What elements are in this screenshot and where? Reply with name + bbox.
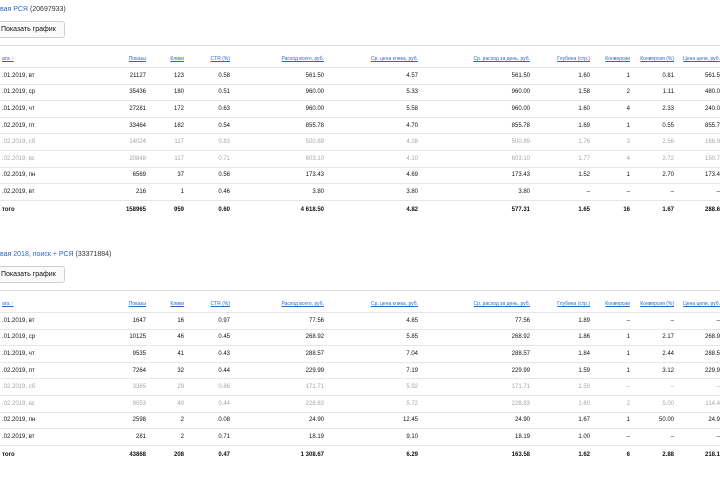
column-header-sort-link[interactable]: Конверсии bbox=[605, 301, 630, 307]
table-cell: 2 bbox=[592, 395, 632, 412]
table-cell: 0.55 bbox=[632, 117, 676, 134]
table-cell: 2.56 bbox=[632, 134, 676, 151]
table-cell: 123 bbox=[148, 68, 186, 85]
table-cell: 7.04 bbox=[326, 346, 420, 363]
table-cell: 5.92 bbox=[326, 379, 420, 396]
table-cell: 1 bbox=[592, 117, 632, 134]
table-cell: 46 bbox=[148, 329, 186, 346]
table-cell: 240.0 bbox=[676, 101, 720, 118]
table-cell: 216 bbox=[82, 184, 148, 201]
table-cell: – bbox=[532, 184, 592, 201]
column-header-sort-link[interactable]: Расход всего, руб. bbox=[281, 301, 324, 307]
table-cell: 0.81 bbox=[632, 68, 676, 85]
table-cell: 2.17 bbox=[632, 329, 676, 346]
table-cell: 173.43 bbox=[232, 167, 326, 184]
table-cell: 2.72 bbox=[632, 150, 676, 167]
table-cell: 1.00 bbox=[532, 429, 592, 446]
table-cell: 2 bbox=[148, 429, 186, 446]
table-cell: 3.12 bbox=[632, 362, 676, 379]
table-cell: 24.90 bbox=[232, 412, 326, 429]
column-header-sort-link[interactable]: Конверсия (%) bbox=[640, 56, 674, 62]
table-cell: – bbox=[632, 313, 676, 330]
table-cell: 0.56 bbox=[186, 167, 232, 184]
table-cell: 1.50 bbox=[532, 379, 592, 396]
total-cell: 4 618.50 bbox=[232, 200, 326, 219]
table-cell: 1.60 bbox=[532, 101, 592, 118]
table-row bbox=[0, 150, 720, 167]
table-cell: 77.56 bbox=[420, 313, 532, 330]
table-cell: 500.89 bbox=[420, 134, 532, 151]
table-cell: 2.70 bbox=[632, 167, 676, 184]
table-cell: 0.71 bbox=[186, 429, 232, 446]
table-cell: 0.44 bbox=[186, 362, 232, 379]
table-cell: 2.33 bbox=[632, 101, 676, 118]
date-cell: .02.2019, пн bbox=[0, 412, 82, 429]
column-header-sort-link[interactable]: Цена цели, руб. bbox=[683, 56, 720, 62]
date-cell: .02.2019, вт bbox=[0, 184, 82, 201]
column-header-sort-link[interactable]: Показы bbox=[128, 301, 146, 307]
column-header-sort-link[interactable]: ата ↑ bbox=[2, 301, 14, 307]
table-cell: 1 bbox=[592, 412, 632, 429]
total-cell: 1.67 bbox=[632, 200, 676, 219]
column-header-sort-link[interactable]: Клики bbox=[170, 56, 184, 62]
total-cell: 577.31 bbox=[420, 200, 532, 219]
date-cell: .01.2019, вт bbox=[0, 313, 82, 330]
table-cell: 4.10 bbox=[326, 150, 420, 167]
table-cell: 1647 bbox=[82, 313, 148, 330]
table-cell: 288.5 bbox=[676, 346, 720, 363]
table-cell: 6569 bbox=[82, 167, 148, 184]
table-cell: 3.80 bbox=[326, 184, 420, 201]
table-cell: 960.00 bbox=[420, 101, 532, 118]
table-cell: 5.00 bbox=[632, 395, 676, 412]
total-cell: 6.29 bbox=[326, 445, 420, 464]
table-cell: 268.9 bbox=[676, 329, 720, 346]
table-cell: 960.00 bbox=[232, 101, 326, 118]
table-cell: 0.54 bbox=[186, 117, 232, 134]
table-cell: 288.57 bbox=[420, 346, 532, 363]
date-cell: .02.2019, сб bbox=[0, 379, 82, 396]
table-cell: 172 bbox=[148, 101, 186, 118]
table-cell: 5.85 bbox=[326, 329, 420, 346]
table-cell: 1.76 bbox=[532, 134, 592, 151]
total-cell: 4.82 bbox=[326, 200, 420, 219]
table-cell: – bbox=[632, 379, 676, 396]
table-cell: 228.83 bbox=[232, 395, 326, 412]
column-header-sort-link[interactable]: Ср. расход за день, руб. bbox=[473, 301, 530, 307]
table-cell: 18.19 bbox=[420, 429, 532, 446]
column-header-sort-link[interactable]: ата ↑ bbox=[2, 56, 14, 62]
table-cell: 35436 bbox=[82, 84, 148, 101]
table-row bbox=[0, 117, 720, 134]
table-cell: 960.00 bbox=[420, 84, 532, 101]
table-cell: 0.51 bbox=[186, 84, 232, 101]
table-cell: 4.69 bbox=[326, 167, 420, 184]
date-cell: .01.2019, ср bbox=[0, 84, 82, 101]
table-divider bbox=[0, 45, 720, 46]
table-cell: 603.10 bbox=[420, 150, 532, 167]
total-label: того bbox=[0, 200, 82, 219]
table-cell: 0.63 bbox=[186, 101, 232, 118]
table-cell: 2 bbox=[592, 84, 632, 101]
table-cell: 960.00 bbox=[232, 84, 326, 101]
table-cell: 114.4 bbox=[676, 395, 720, 412]
column-header-sort-link[interactable]: CTR (%) bbox=[210, 56, 230, 62]
table-row bbox=[0, 429, 720, 446]
table-cell: 117 bbox=[148, 134, 186, 151]
table-cell: 27281 bbox=[82, 101, 148, 118]
column-header-sort-link[interactable]: Показы bbox=[128, 56, 146, 62]
campaign-id: (33371884) bbox=[75, 251, 112, 258]
table-cell: 29 bbox=[148, 379, 186, 396]
table-cell: 1.89 bbox=[532, 313, 592, 330]
table-cell: – bbox=[592, 313, 632, 330]
column-header-sort-link[interactable]: Ср. цена клика, руб. bbox=[370, 56, 418, 62]
table-cell: 0.83 bbox=[186, 134, 232, 151]
table-cell: 3.80 bbox=[232, 184, 326, 201]
table-cell: 32 bbox=[148, 362, 186, 379]
table-cell: 0.58 bbox=[186, 68, 232, 85]
table-cell: 229.99 bbox=[232, 362, 326, 379]
table-cell: – bbox=[676, 379, 720, 396]
table-cell: 18.19 bbox=[232, 429, 326, 446]
table-cell: 1.58 bbox=[532, 84, 592, 101]
date-cell: .02.2019, вс bbox=[0, 395, 82, 412]
date-cell: .01.2019, чт bbox=[0, 346, 82, 363]
table-cell: 37 bbox=[148, 167, 186, 184]
table-cell: 5.72 bbox=[326, 395, 420, 412]
table-cell: 24.9 bbox=[676, 412, 720, 429]
show-chart-button[interactable]: Показать график bbox=[0, 21, 65, 38]
table-cell: 182 bbox=[148, 117, 186, 134]
table-cell: 173.43 bbox=[420, 167, 532, 184]
table-cell: 2598 bbox=[82, 412, 148, 429]
table-cell: 5.58 bbox=[326, 101, 420, 118]
table-cell: 1.86 bbox=[532, 329, 592, 346]
column-header-sort-link[interactable]: Конверсия (%) bbox=[640, 301, 674, 307]
total-cell: 1 308.67 bbox=[232, 445, 326, 464]
table-divider bbox=[0, 290, 720, 291]
table-cell: 1.52 bbox=[532, 167, 592, 184]
table-cell: 180 bbox=[148, 84, 186, 101]
table-cell: 0.86 bbox=[186, 379, 232, 396]
table-cell: 1.60 bbox=[532, 68, 592, 85]
table-cell: 1 bbox=[148, 184, 186, 201]
table-cell: 1 bbox=[592, 329, 632, 346]
table-cell: 268.92 bbox=[420, 329, 532, 346]
table-cell: 12.45 bbox=[326, 412, 420, 429]
table-cell: 288.57 bbox=[232, 346, 326, 363]
table-cell: 150.7 bbox=[676, 150, 720, 167]
column-header-sort-link[interactable]: Ср. расход за день, руб. bbox=[473, 56, 530, 62]
table-cell: – bbox=[676, 184, 720, 201]
total-cell: 218.1 bbox=[676, 445, 720, 464]
table-cell: 7.19 bbox=[326, 362, 420, 379]
date-cell: .02.2019, пт bbox=[0, 117, 82, 134]
table-cell: 4 bbox=[592, 101, 632, 118]
table-cell: 171.71 bbox=[232, 379, 326, 396]
table-row bbox=[0, 379, 720, 396]
table-row bbox=[0, 346, 720, 363]
date-cell: .01.2019, вт bbox=[0, 68, 82, 85]
table-cell: 0.71 bbox=[186, 150, 232, 167]
table-cell: 561.5 bbox=[676, 68, 720, 85]
date-cell: .02.2019, сб bbox=[0, 134, 82, 151]
table-cell: 561.50 bbox=[420, 68, 532, 85]
total-cell: 0.47 bbox=[186, 445, 232, 464]
total-cell: 16 bbox=[592, 200, 632, 219]
table-cell: 1 bbox=[592, 346, 632, 363]
table-cell: 0.45 bbox=[186, 329, 232, 346]
table-cell: 229.9 bbox=[676, 362, 720, 379]
table-cell: 9053 bbox=[82, 395, 148, 412]
table-cell: 229.99 bbox=[420, 362, 532, 379]
table-row bbox=[0, 84, 720, 101]
date-cell: .01.2019, чт bbox=[0, 101, 82, 118]
table-row bbox=[0, 412, 720, 429]
column-header-sort-link[interactable]: Расход всего, руб. bbox=[281, 56, 324, 62]
date-cell: .02.2019, пн bbox=[0, 167, 82, 184]
table-row bbox=[0, 329, 720, 346]
table-row bbox=[0, 68, 720, 85]
table-cell: 9535 bbox=[82, 346, 148, 363]
table-cell: 7264 bbox=[82, 362, 148, 379]
total-cell: 288.6 bbox=[676, 200, 720, 219]
column-header-sort-link[interactable]: Конверсии bbox=[605, 56, 630, 62]
table-cell: 24.90 bbox=[420, 412, 532, 429]
table-cell: 480.0 bbox=[676, 84, 720, 101]
column-header-sort-link[interactable]: Цена цели, руб. bbox=[683, 301, 720, 307]
table-cell: 4.70 bbox=[326, 117, 420, 134]
table-cell: 5.33 bbox=[326, 84, 420, 101]
table-cell: 1.69 bbox=[532, 117, 592, 134]
table-cell: 173.4 bbox=[676, 167, 720, 184]
table-row bbox=[0, 134, 720, 151]
table-cell: 228.83 bbox=[420, 395, 532, 412]
date-cell: .02.2019, вт bbox=[0, 429, 82, 446]
total-cell: 208 bbox=[148, 445, 186, 464]
total-cell: 1.65 bbox=[532, 200, 592, 219]
date-cell: .01.2019, ср bbox=[0, 329, 82, 346]
table-cell: 0.08 bbox=[186, 412, 232, 429]
table-cell: – bbox=[592, 184, 632, 201]
table-cell: 9.10 bbox=[326, 429, 420, 446]
column-header-sort-link[interactable]: Ср. цена клика, руб. bbox=[370, 301, 418, 307]
total-cell: 43868 bbox=[82, 445, 148, 464]
table-cell: 1.84 bbox=[532, 346, 592, 363]
date-cell: .02.2019, пт bbox=[0, 362, 82, 379]
table-cell: – bbox=[676, 313, 720, 330]
table-cell: 1.67 bbox=[532, 412, 592, 429]
table-cell: 117 bbox=[148, 150, 186, 167]
table-cell: – bbox=[592, 379, 632, 396]
table-cell: – bbox=[676, 429, 720, 446]
table-cell: 1 bbox=[592, 68, 632, 85]
table-cell: 603.10 bbox=[232, 150, 326, 167]
table-cell: – bbox=[632, 184, 676, 201]
total-cell: 158965 bbox=[82, 200, 148, 219]
table-cell: 3 bbox=[592, 134, 632, 151]
total-cell: 959 bbox=[148, 200, 186, 219]
campaign-name-link[interactable]: вая РСЯ bbox=[0, 6, 28, 13]
total-row bbox=[0, 445, 720, 464]
table-cell: 1 bbox=[592, 362, 632, 379]
table-cell: 0.44 bbox=[186, 395, 232, 412]
table-row bbox=[0, 184, 720, 201]
table-row bbox=[0, 313, 720, 330]
campaign-id: (20697933) bbox=[29, 6, 66, 13]
total-row bbox=[0, 200, 720, 219]
table-cell: 0.97 bbox=[186, 313, 232, 330]
table-cell: 40 bbox=[148, 395, 186, 412]
table-cell: 3365 bbox=[82, 379, 148, 396]
column-header-sort-link[interactable]: Глубина (стр.) bbox=[557, 301, 590, 307]
column-header-sort-link[interactable]: Глубина (стр.) bbox=[557, 56, 590, 62]
table-cell: 0.43 bbox=[186, 346, 232, 363]
table-cell: 41 bbox=[148, 346, 186, 363]
table-cell: 20848 bbox=[82, 150, 148, 167]
table-cell: 855.7 bbox=[676, 117, 720, 134]
table-header-row bbox=[0, 296, 720, 313]
table-cell: 855.78 bbox=[232, 117, 326, 134]
table-cell: 171.71 bbox=[420, 379, 532, 396]
table-cell: 268.92 bbox=[232, 329, 326, 346]
total-cell: 1.62 bbox=[532, 445, 592, 464]
table-header-row bbox=[0, 51, 720, 68]
table-cell: 1.59 bbox=[532, 362, 592, 379]
table-cell: 3.80 bbox=[420, 184, 532, 201]
stats-table bbox=[0, 51, 720, 219]
table-cell: 21127 bbox=[82, 68, 148, 85]
table-cell: 1.11 bbox=[632, 84, 676, 101]
table-cell: 500.89 bbox=[232, 134, 326, 151]
column-header-sort-link[interactable]: Клики bbox=[170, 301, 184, 307]
total-cell: 163.58 bbox=[420, 445, 532, 464]
table-cell: 16 bbox=[148, 313, 186, 330]
table-cell: 0.46 bbox=[186, 184, 232, 201]
table-cell: 1.77 bbox=[532, 150, 592, 167]
campaign-title bbox=[0, 251, 111, 258]
table-cell: 4.85 bbox=[326, 313, 420, 330]
total-cell: 6 bbox=[592, 445, 632, 464]
table-row bbox=[0, 362, 720, 379]
campaign-name-link[interactable]: вая 2018, поиск + РСЯ bbox=[0, 251, 74, 258]
campaign-title bbox=[0, 6, 66, 13]
table-cell: 4.28 bbox=[326, 134, 420, 151]
table-row bbox=[0, 101, 720, 118]
campaign-section-2 bbox=[0, 245, 720, 480]
table-cell: 33464 bbox=[82, 117, 148, 134]
total-cell: 0.60 bbox=[186, 200, 232, 219]
table-cell: 10125 bbox=[82, 329, 148, 346]
table-cell: – bbox=[632, 429, 676, 446]
table-cell: – bbox=[592, 429, 632, 446]
campaign-section-1 bbox=[0, 0, 720, 225]
table-row bbox=[0, 395, 720, 412]
table-cell: 77.56 bbox=[232, 313, 326, 330]
table-cell: 50.00 bbox=[632, 412, 676, 429]
table-cell: 166.9 bbox=[676, 134, 720, 151]
table-cell: 1.60 bbox=[532, 395, 592, 412]
date-cell: .02.2019, вс bbox=[0, 150, 82, 167]
total-cell: 2.88 bbox=[632, 445, 676, 464]
table-row bbox=[0, 167, 720, 184]
table-cell: 4 bbox=[592, 150, 632, 167]
stats-table bbox=[0, 296, 720, 464]
table-cell: 561.50 bbox=[232, 68, 326, 85]
column-header-sort-link[interactable]: CTR (%) bbox=[210, 301, 230, 307]
show-chart-button[interactable]: Показать график bbox=[0, 266, 65, 283]
table-cell: 281 bbox=[82, 429, 148, 446]
table-cell: 14024 bbox=[82, 134, 148, 151]
table-cell: 855.78 bbox=[420, 117, 532, 134]
total-label: того bbox=[0, 445, 82, 464]
table-cell: 1 bbox=[592, 167, 632, 184]
table-cell: 2 bbox=[148, 412, 186, 429]
table-cell: 2.44 bbox=[632, 346, 676, 363]
table-cell: 4.57 bbox=[326, 68, 420, 85]
